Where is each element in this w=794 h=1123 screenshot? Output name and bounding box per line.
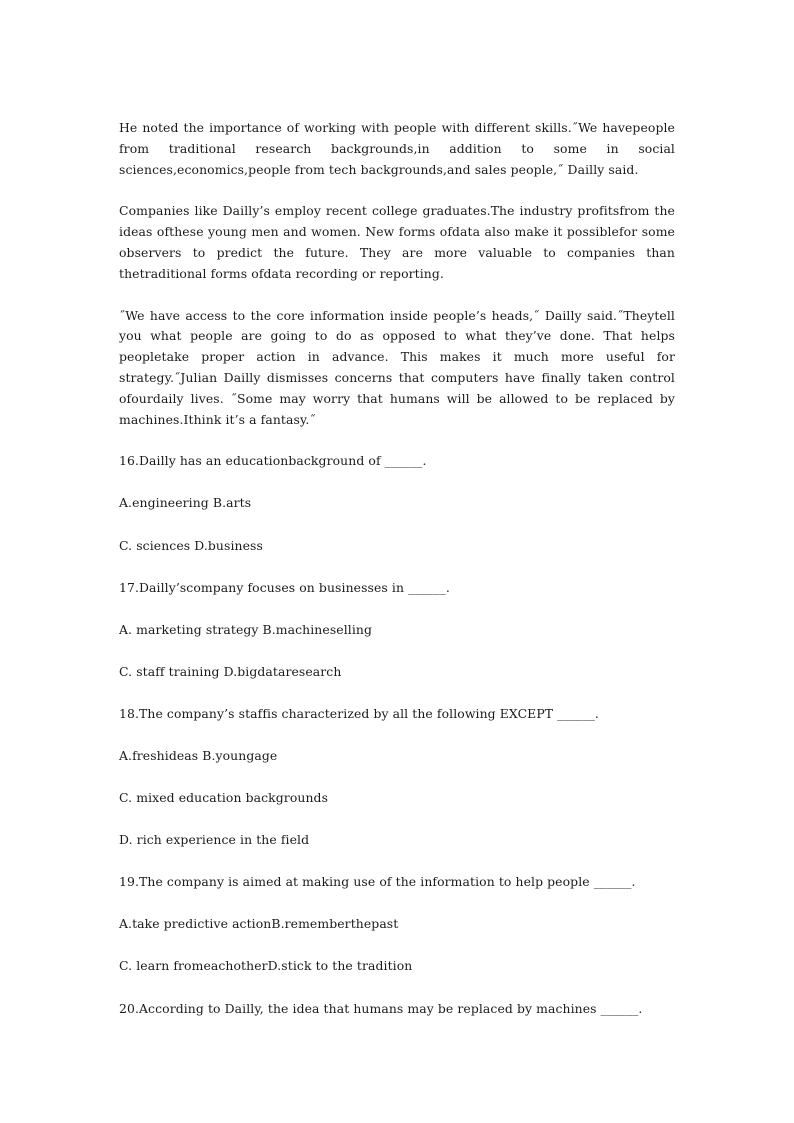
question-20-stem: 20.According to Dailly, the idea that humans may be replaced by machines ______. [119, 1000, 643, 1016]
question-18-option-d: D. rich experience in the field [119, 832, 310, 848]
question-17-options-ab: A. marketing strategy B.machineselling [119, 621, 373, 637]
question-18-stem: 18.The company’s staffis characterized by all the following EXCEPT ______. [119, 705, 599, 721]
question-19 [119, 872, 675, 977]
question-18-option-c: C. mixed education backgrounds [119, 790, 329, 806]
document-page [119, 118, 675, 1041]
question-16-options-cd: C. sciences D.business [119, 537, 263, 553]
passage-paragraph-1: He noted the importance of working with people with different skills.˝We havepeople from traditional research backgrounds,in addition to some in social sciences,economics,people from tech backgrounds,and sales people,˝ Dailly said. [119, 120, 675, 177]
question-16 [119, 451, 675, 556]
question-19-options-cd: C. learn fromeachotherD.stick to the tradition [119, 958, 413, 974]
question-19-stem: 19.The company is aimed at making use of the information to help people ______. [119, 874, 636, 890]
question-17 [119, 578, 675, 683]
question-17-stem: 17.Dailly’scompany focuses on businesses in ______. [119, 579, 450, 595]
question-17-options-cd: C. staff training D.bigdataresearch [119, 663, 342, 679]
question-18-options-ab: A.freshideas B.youngage [119, 748, 278, 764]
passage-paragraph-3: ˝We have access to the core information inside people’s heads,˝ Dailly said.˝Theytell you what people are going to do as opposed to what they’ve done. That helps peopletake proper action in advance. This makes it much more useful for strategy.˝Julian Dailly dismisses concerns that computers have finally taken control ofourdaily lives. ˝Some may worry that humans will be allowed to be replaced by machines.Ithink it’s a fantasy.˝ [119, 307, 675, 427]
question-19-options-ab: A.take predictive actionB.rememberthepast [119, 916, 399, 932]
question-16-stem: 16.Dailly has an educationbackground of ______. [119, 453, 427, 469]
question-20 [119, 999, 675, 1020]
question-18 [119, 704, 675, 851]
question-16-options-ab: A.engineering B.arts [119, 495, 252, 511]
passage-paragraph-2: Companies like Dailly’s employ recent college graduates.The industry profitsfrom the ideas ofthese young men and women. New forms ofdata also make it possiblefor some observers to predict the future. They are more valuable to companies than thetraditional forms ofdata recording or reporting. [119, 203, 675, 281]
